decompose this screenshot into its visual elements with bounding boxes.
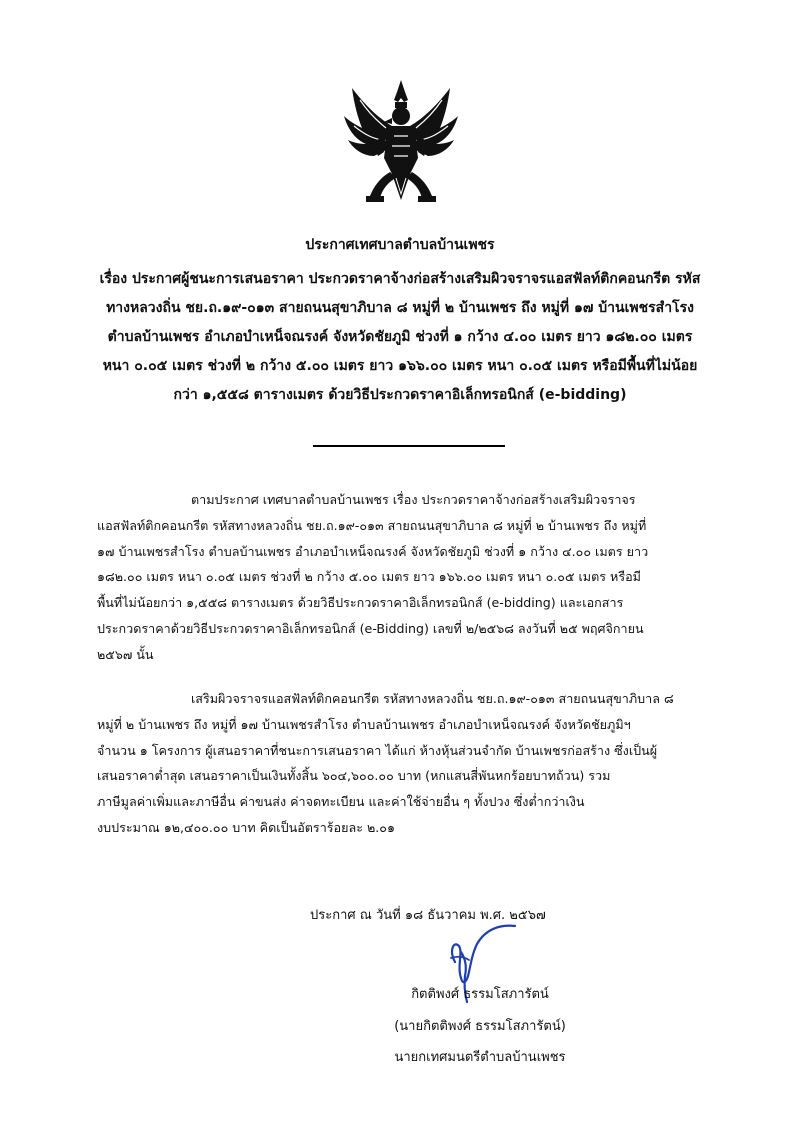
paragraph-line: ตามประกาศ เทศบาลตำบลบ้านเพชร เรื่อง ประกวดราคาจ้างก่อสร้างเสริมผิวจราจร [191, 492, 636, 507]
signer-full-name: (นายกิตติพงศ์ ธรรมโสภารัตน์) [394, 1019, 566, 1034]
signer-name: กิตติพงศ์ ธรรมโสภารัตน์ [411, 987, 549, 1002]
body-paragraph-2 [97, 686, 703, 841]
paragraph-line: เสนอราคาต่ำสุด เสนอราคาเป็นเงินทั้งสิ้น ๖๐๔,๖๐๐.๐๐ บาท (หกแสนสี่พันหกร้อยบาทถ้วน) รวม [97, 768, 611, 784]
paragraph-line: ๑๗ บ้านเพชรสำโรง ตำบลบ้านเพชร อำเภอบำเหน็จณรงค์ จังหวัดชัยภูมิ ช่วงที่ ๑ กว้าง ๔.๐๐ เมตร ยาว [97, 543, 649, 559]
paragraph-line: หมู่ที่ ๒ บ้านเพชร ถึง หมู่ที่ ๑๗ บ้านเพชรสำโรง ตำบลบ้านเพชร อำเภอบำเหน็จณรงค์ จังหวัดชัยภูมิฯ [97, 716, 631, 732]
paragraph-line: ๑๘๒.๐๐ เมตร หนา ๐.๐๕ เมตร ช่วงที่ ๒ กว้าง ๕.๐๐ เมตร ยาว ๑๖๖.๐๐ เมตร หนา ๐.๐๕ เมตร หรือมี [97, 569, 641, 585]
subject-line: ทางหลวงถิ่น ชย.ถ.๑๙-๐๑๓ สายถนนสุขาภิบาล ๘ หมู่ที่ ๒ บ้านเพชร ถึง หมู่ที่ ๑๗ บ้านเพชรสำโรง [106, 300, 694, 316]
paragraph-line: ประกวดราคาด้วยวิธีประกวดราคาอิเล็กทรอนิกส์ (e-Bidding) เลขที่ ๒/๒๕๖๘ ลงวันที่ ๒๕ พฤศจิกายน [97, 620, 644, 636]
paragraph-line: จำนวน ๑ โครงการ ผู้เสนอราคาที่ชนะการเสนอราคา ได้แก่ ห้างหุ้นส่วนจำกัด บ้านเพชรก่อสร้าง ซึ่งเป็นผู้ [97, 742, 658, 758]
subject-line: กว่า ๑,๕๕๘ ตารางเมตร ด้วยวิธีประกวดราคาอิเล็กทรอนิกส์ (e-bidding) [173, 387, 627, 403]
paragraph-line: เสริมผิวจราจรแอสฟัลท์ติกคอนกรีต รหัสทางหลวงถิ่น ชย.ถ.๑๙-๐๑๓ สายถนนสุขาภิบาล ๘ [191, 691, 674, 706]
divider [313, 445, 505, 447]
paragraph-line: แอสฟัลท์ติกคอนกรีต รหัสทางหลวงถิ่น ชย.ถ.๑๙-๐๑๓ สายถนนสุขาภิบาล ๘ หมู่ที่ ๒ บ้านเพชร ถึง หมู่ที่ [97, 517, 647, 533]
subject-line: หนา ๐.๐๕ เมตร ช่วงที่ ๒ กว้าง ๕.๐๐ เมตร ยาว ๑๖๖.๐๐ เมตร หนา ๐.๐๕ เมตร หรือมีพื้นที่ไม่น้อย [102, 358, 698, 374]
signer-position: นายกเทศมนตรีตำบลบ้านเพชร [394, 1050, 566, 1065]
garuda-emblem-icon [340, 78, 462, 206]
paragraph-line: ภาษีมูลค่าเพิ่มและภาษีอื่น ค่าขนส่ง ค่าจดทะเบียน และค่าใช้จ่ายอื่น ๆ ทั้งปวง ซึ่งต่ำกว่าเงิน [97, 794, 585, 810]
announcement-date: ประกาศ ณ วันที่ ๑๘ ธันวาคม พ.ศ. ๒๕๖๗ [310, 908, 546, 923]
announcement-heading: ประกาศเทศบาลตำบลบ้านเพชร [305, 237, 495, 253]
body-paragraph-1 [97, 487, 703, 668]
paragraph-line: งบประมาณ ๑๒,๔๐๐.๐๐ บาท คิดเป็นอัตราร้อยละ ๒.๐๑ [97, 819, 395, 835]
announcement-subject [80, 265, 720, 410]
paragraph-line: พื้นที่ไม่น้อยกว่า ๑,๕๕๘ ตารางเมตร ด้วยวิธีประกวดราคาอิเล็กทรอนิกส์ (e-bidding) และเอกสาร [97, 595, 624, 611]
subject-line: ตำบลบ้านเพชร อำเภอบำเหน็จณรงค์ จังหวัดชัยภูมิ ช่วงที่ ๑ กว้าง ๔.๐๐ เมตร ยาว ๑๘๒.๐๐ เมตร [107, 329, 693, 345]
subject-line: เรื่อง ประกาศผู้ชนะการเสนอราคา ประกวดราคาจ้างก่อสร้างเสริมผิวจราจรแอสฟัลท์ติกคอนกรีต รหัส [99, 271, 701, 287]
paragraph-line: ๒๕๖๗ นั้น [97, 646, 154, 662]
